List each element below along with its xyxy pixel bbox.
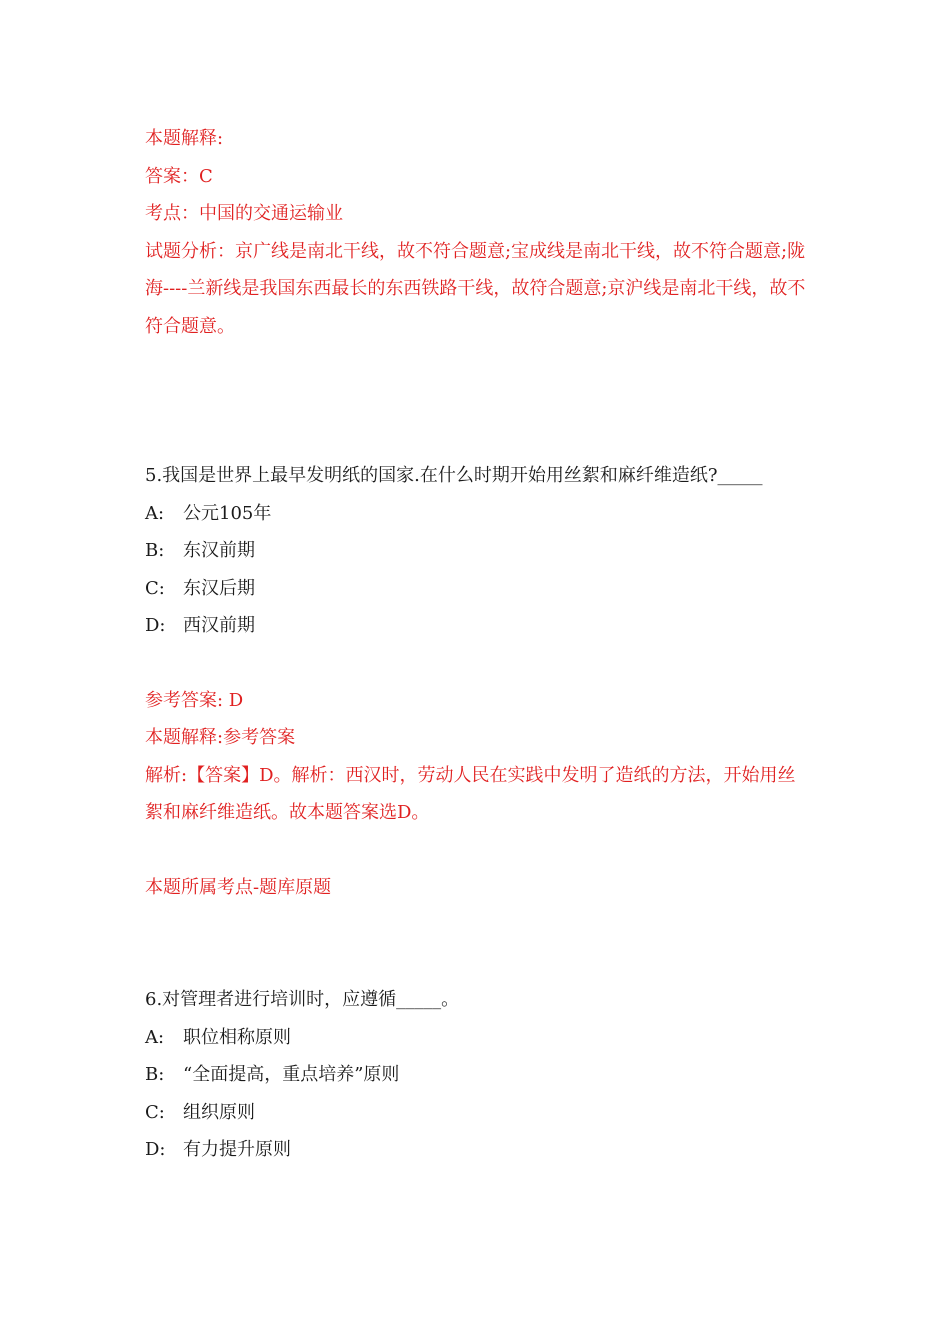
q5-option-c bbox=[145, 570, 810, 608]
option-text: 公元105年 bbox=[183, 502, 272, 524]
q5-option-a bbox=[145, 495, 810, 533]
q6-option-b bbox=[145, 1056, 810, 1094]
q4-explain-heading: 本题解释: bbox=[145, 128, 224, 149]
q5-analysis: 解析:【答案】D。解析：西汉时，劳动人民在实践中发明了造纸的方法，开始用丝絮和麻纤维造纸。故本题答案选D。 bbox=[145, 764, 796, 823]
option-letter: D: bbox=[145, 1139, 166, 1160]
q6-option-a bbox=[145, 1019, 810, 1057]
option-text: “全面提高，重点培养”原则 bbox=[183, 1064, 400, 1085]
option-letter: C: bbox=[145, 577, 165, 599]
q5-question: 5.我国是世界上最早发明纸的国家.在什么时期开始用丝絮和麻纤维造纸?_____ bbox=[145, 465, 763, 486]
q4-answer: 答案：C bbox=[145, 165, 213, 187]
option-text: 职位相称原则 bbox=[183, 1026, 291, 1048]
q4-topic: 考点：中国的交通运输业 bbox=[145, 203, 343, 224]
q6-question: 6.对管理者进行培训时，应遵循_____。 bbox=[145, 989, 460, 1010]
q6-option-d bbox=[145, 1131, 810, 1169]
q5-option-d bbox=[145, 607, 810, 645]
q6-option-c bbox=[145, 1094, 810, 1132]
option-letter: A: bbox=[145, 1026, 165, 1048]
option-letter: B: bbox=[145, 1064, 165, 1085]
option-letter: C: bbox=[145, 1101, 165, 1123]
option-text: 组织原则 bbox=[183, 1101, 255, 1123]
q5-ref-answer: 参考答案: D bbox=[145, 689, 244, 711]
option-letter: B: bbox=[145, 540, 165, 561]
option-letter: D: bbox=[145, 615, 166, 636]
q4-analysis: 试题分析：京广线是南北干线，故不符合题意;宝成线是南北干线，故不符合题意;陇海----兰新线是我国东西最长的东西铁路干线，故符合题意;京沪线是南北干线，故不符合题意。 bbox=[145, 240, 806, 337]
option-letter: A: bbox=[145, 502, 165, 524]
q5-source: 本题所属考点-题库原题 bbox=[145, 876, 332, 898]
q5-explain: 本题解释:参考答案 bbox=[145, 727, 296, 748]
option-text: 有力提升原则 bbox=[183, 1139, 291, 1160]
option-text: 西汉前期 bbox=[183, 615, 255, 636]
option-text: 东汉后期 bbox=[183, 577, 255, 599]
q5-option-b bbox=[145, 532, 810, 570]
option-text: 东汉前期 bbox=[183, 540, 255, 561]
document-page bbox=[145, 120, 810, 1169]
